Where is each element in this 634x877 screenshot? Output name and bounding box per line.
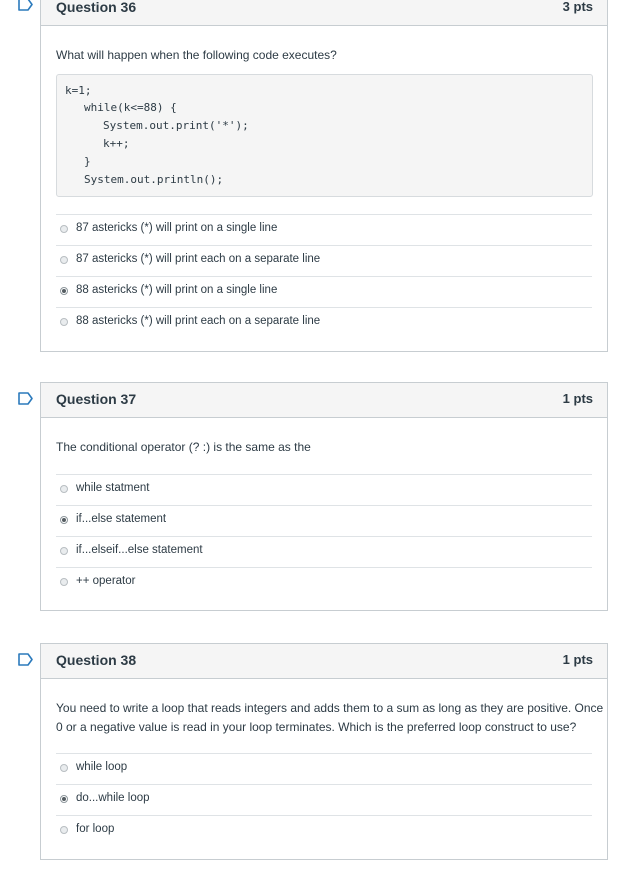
question-header	[41, 383, 607, 418]
answer-option[interactable]	[56, 567, 592, 598]
code-line: while(k<=88) {	[84, 101, 177, 114]
answer-option[interactable]	[56, 474, 592, 505]
radio-button[interactable]	[60, 256, 68, 264]
flag-question-icon[interactable]	[18, 0, 34, 11]
code-line: System.out.print('*');	[103, 119, 249, 132]
flag-question-icon[interactable]	[18, 653, 34, 666]
question-text: The conditional operator (? :) is the same as the	[56, 440, 311, 454]
radio-button-selected[interactable]	[60, 287, 68, 295]
answer-option[interactable]	[56, 245, 592, 276]
answer-option[interactable]	[56, 784, 592, 815]
answer-label[interactable]: 88 astericks (*) will print each on a separate line	[76, 315, 321, 327]
radio-button[interactable]	[60, 826, 68, 834]
answer-option[interactable]	[56, 505, 592, 536]
code-line: k++;	[103, 137, 130, 150]
answer-label[interactable]: if...elseif...else statement	[76, 544, 203, 556]
question-card	[40, 382, 608, 611]
answer-option[interactable]	[56, 536, 592, 567]
radio-button[interactable]	[60, 578, 68, 586]
answer-label[interactable]: 88 astericks (*) will print on a single line	[76, 284, 278, 296]
radio-button-selected[interactable]	[60, 795, 68, 803]
answer-option[interactable]	[56, 307, 592, 338]
radio-button[interactable]	[60, 485, 68, 493]
answer-label[interactable]: do...while loop	[76, 792, 150, 804]
question-text-line: You need to write a loop that reads integers and adds them to a sum as long as they are positive. Once	[56, 701, 604, 715]
answer-list	[56, 474, 592, 598]
answer-label[interactable]: 87 astericks (*) will print on a single line	[76, 222, 278, 234]
answer-list	[56, 214, 592, 338]
radio-button[interactable]	[60, 225, 68, 233]
code-block	[56, 74, 593, 197]
question-card	[40, 0, 608, 352]
code-line: k=1;	[65, 84, 92, 97]
answer-label[interactable]: if...else statement	[76, 513, 167, 525]
question-points: 1 pts	[562, 391, 593, 406]
radio-button[interactable]	[60, 547, 68, 555]
question-points: 1 pts	[562, 652, 593, 667]
question-text	[56, 699, 604, 737]
answer-label[interactable]: 87 astericks (*) will print each on a separate line	[76, 253, 321, 265]
code-line: }	[84, 155, 91, 168]
answer-label[interactable]: ++ operator	[76, 575, 136, 587]
radio-button[interactable]	[60, 318, 68, 326]
flag-question-icon[interactable]	[18, 392, 34, 405]
answer-list	[56, 753, 592, 846]
answer-option[interactable]	[56, 276, 592, 307]
code-line: System.out.println();	[84, 173, 224, 186]
radio-button[interactable]	[60, 764, 68, 772]
answer-option[interactable]	[56, 815, 592, 846]
question-title: Question 36	[56, 0, 137, 15]
question-header	[41, 0, 607, 26]
answer-label[interactable]: while statment	[76, 482, 150, 494]
question-text-line: 0 or a negative value is read in your loop terminates. Which is the preferred loop construct to use?	[56, 720, 577, 734]
answer-option[interactable]	[56, 753, 592, 784]
answer-label[interactable]: for loop	[76, 823, 115, 835]
radio-button-selected[interactable]	[60, 516, 68, 524]
answer-option[interactable]	[56, 214, 592, 245]
question-header	[41, 644, 607, 679]
question-points: 3 pts	[562, 0, 593, 14]
answer-label[interactable]: while loop	[76, 761, 128, 773]
question-title: Question 38	[56, 652, 137, 668]
question-card	[40, 643, 608, 860]
question-title: Question 37	[56, 391, 137, 407]
question-text: What will happen when the following code executes?	[56, 48, 337, 62]
